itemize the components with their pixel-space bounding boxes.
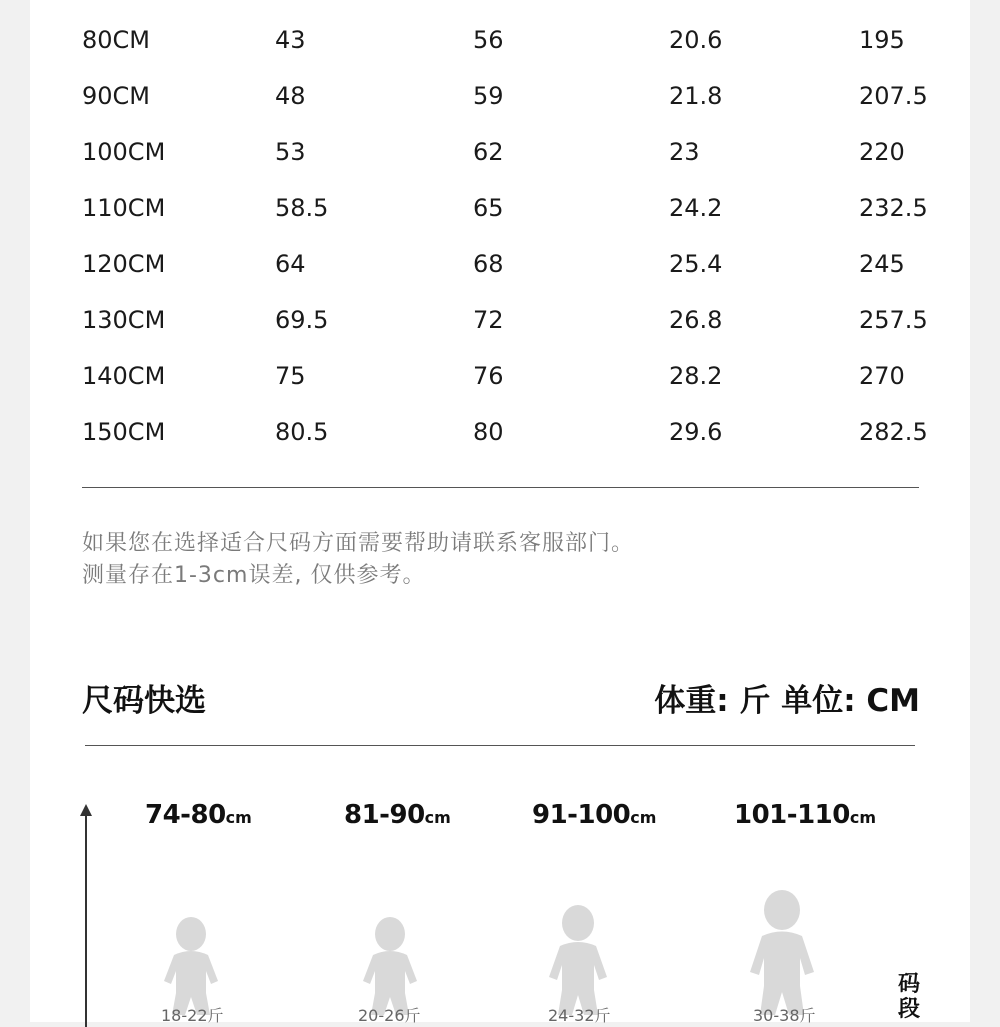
height-range-label — [532, 800, 656, 830]
height-range-unit: cm — [225, 808, 252, 827]
table-row — [30, 244, 970, 284]
table-cell: 62 — [473, 138, 504, 166]
table-cell: 58.5 — [275, 194, 329, 222]
height-range-value: 91-100 — [532, 800, 631, 830]
table-row — [30, 20, 970, 60]
note-line: 测量存在1-3cm误差, 仅供参考。 — [82, 563, 426, 588]
weight-range-label: 30-38斤 — [753, 1006, 816, 1025]
section-divider — [85, 745, 915, 746]
table-cell: 21.8 — [669, 82, 723, 110]
child-figure-icon — [359, 915, 421, 1015]
table-cell: 207.5 — [859, 82, 928, 110]
table-cell: 24.2 — [669, 194, 723, 222]
table-cell: 65 — [473, 194, 504, 222]
table-cell: 90CM — [82, 82, 151, 110]
table-cell: 59 — [473, 82, 504, 110]
table-cell: 76 — [473, 362, 504, 390]
measurement-note — [82, 528, 942, 592]
height-range-unit: cm — [630, 808, 657, 827]
table-cell: 29.6 — [669, 418, 723, 446]
table-cell: 282.5 — [859, 418, 928, 446]
child-figure-icon — [160, 915, 222, 1015]
child-figure-icon — [746, 888, 818, 1015]
table-cell: 80.5 — [275, 418, 329, 446]
height-range-unit: cm — [424, 808, 451, 827]
table-cell: 53 — [275, 138, 306, 166]
table-row — [30, 76, 970, 116]
table-cell: 23 — [669, 138, 700, 166]
table-cell: 130CM — [82, 306, 166, 334]
table-divider — [82, 487, 919, 488]
table-cell: 28.2 — [669, 362, 723, 390]
height-range-label — [344, 800, 451, 830]
height-range-label — [145, 800, 252, 830]
weight-range-label: 24-32斤 — [548, 1006, 611, 1025]
table-cell: 195 — [859, 26, 905, 54]
table-cell: 64 — [275, 250, 306, 278]
table-cell: 68 — [473, 250, 504, 278]
side-caption: 码段 — [897, 972, 920, 1022]
table-cell: 43 — [275, 26, 306, 54]
table-cell: 150CM — [82, 418, 166, 446]
table-cell: 80 — [473, 418, 504, 446]
child-figure-icon — [545, 903, 611, 1015]
section-title: 尺码快选 — [82, 683, 206, 719]
table-cell: 140CM — [82, 362, 166, 390]
table-row — [30, 412, 970, 452]
table-cell: 257.5 — [859, 306, 928, 334]
table-cell: 120CM — [82, 250, 166, 278]
table-cell: 100CM — [82, 138, 166, 166]
table-cell: 220 — [859, 138, 905, 166]
table-cell: 80CM — [82, 26, 151, 54]
table-cell: 26.8 — [669, 306, 723, 334]
table-cell: 110CM — [82, 194, 166, 222]
size-chart-page — [30, 0, 970, 1025]
height-range-value: 74-80 — [145, 800, 226, 830]
table-row — [30, 188, 970, 228]
table-cell: 25.4 — [669, 250, 723, 278]
table-cell: 232.5 — [859, 194, 928, 222]
note-line: 如果您在选择适合尺码方面需要帮助请联系客服部门。 — [82, 531, 635, 556]
table-cell: 75 — [275, 362, 306, 390]
unit-label: 体重: 斤 单位: CM — [654, 683, 920, 719]
table-cell: 245 — [859, 250, 905, 278]
height-range-unit: cm — [849, 808, 876, 827]
table-cell: 270 — [859, 362, 905, 390]
table-row — [30, 356, 970, 396]
weight-range-label: 20-26斤 — [358, 1006, 421, 1025]
height-range-value: 101-110 — [734, 800, 850, 830]
table-cell: 69.5 — [275, 306, 329, 334]
table-row — [30, 132, 970, 172]
vertical-axis — [85, 812, 87, 1027]
table-row — [30, 300, 970, 340]
weight-range-label: 18-22斤 — [161, 1006, 224, 1025]
table-cell: 72 — [473, 306, 504, 334]
table-cell: 56 — [473, 26, 504, 54]
table-cell: 48 — [275, 82, 306, 110]
height-range-value: 81-90 — [344, 800, 425, 830]
height-range-label — [734, 800, 876, 830]
table-cell: 20.6 — [669, 26, 723, 54]
